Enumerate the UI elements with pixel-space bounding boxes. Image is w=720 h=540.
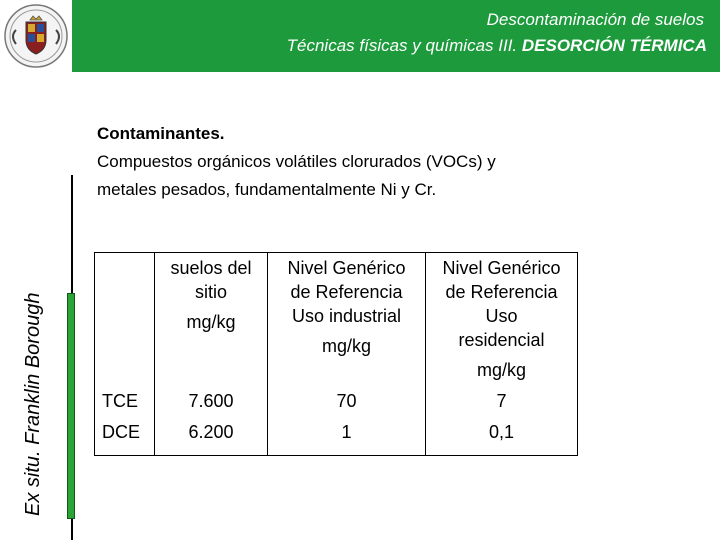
header-subtitle — [287, 36, 707, 56]
table-cell: 70 — [336, 391, 357, 411]
table-cell: 7.600 — [188, 391, 234, 411]
header-title: Descontaminación de suelos — [486, 10, 704, 29]
header-subtitle-topic: DESORCIÓN TÉRMICA — [521, 36, 707, 55]
table-cell: 1 — [341, 422, 352, 442]
header-subtitle-prefix: Técnicas físicas y químicas III. — [286, 36, 518, 55]
table-header-industrial: Nivel Genérico de Referencia Uso industrial mg/kg — [287, 258, 406, 356]
header-bar — [0, 0, 720, 72]
table-row-compound: TCE — [102, 391, 138, 411]
table-cell: 6.200 — [188, 422, 234, 442]
university-crest-icon — [0, 0, 72, 72]
intro-line-1: Compuestos orgánicos volátiles clorurados (VOCs) y — [97, 152, 496, 171]
intro-line-2: metales pesados, fundamentalmente Ni y Cr. — [97, 180, 437, 199]
table-header-residential: Nivel Genérico de Referencia Uso residencial mg/kg — [442, 258, 561, 380]
side-rule-top — [71, 175, 73, 293]
side-rule-accent — [67, 293, 75, 519]
intro-block — [97, 120, 617, 204]
table-cell: 7 — [496, 391, 507, 411]
side-label: Ex situ. Franklin Borough — [22, 292, 44, 516]
side-rule-bottom — [71, 519, 73, 540]
table-cell: 0,1 — [488, 422, 515, 442]
table-header-site-soil: suelos del sitio mg/kg — [170, 258, 252, 332]
intro-heading: Contaminantes. — [97, 124, 225, 143]
table-row-compound: DCE — [102, 422, 141, 442]
